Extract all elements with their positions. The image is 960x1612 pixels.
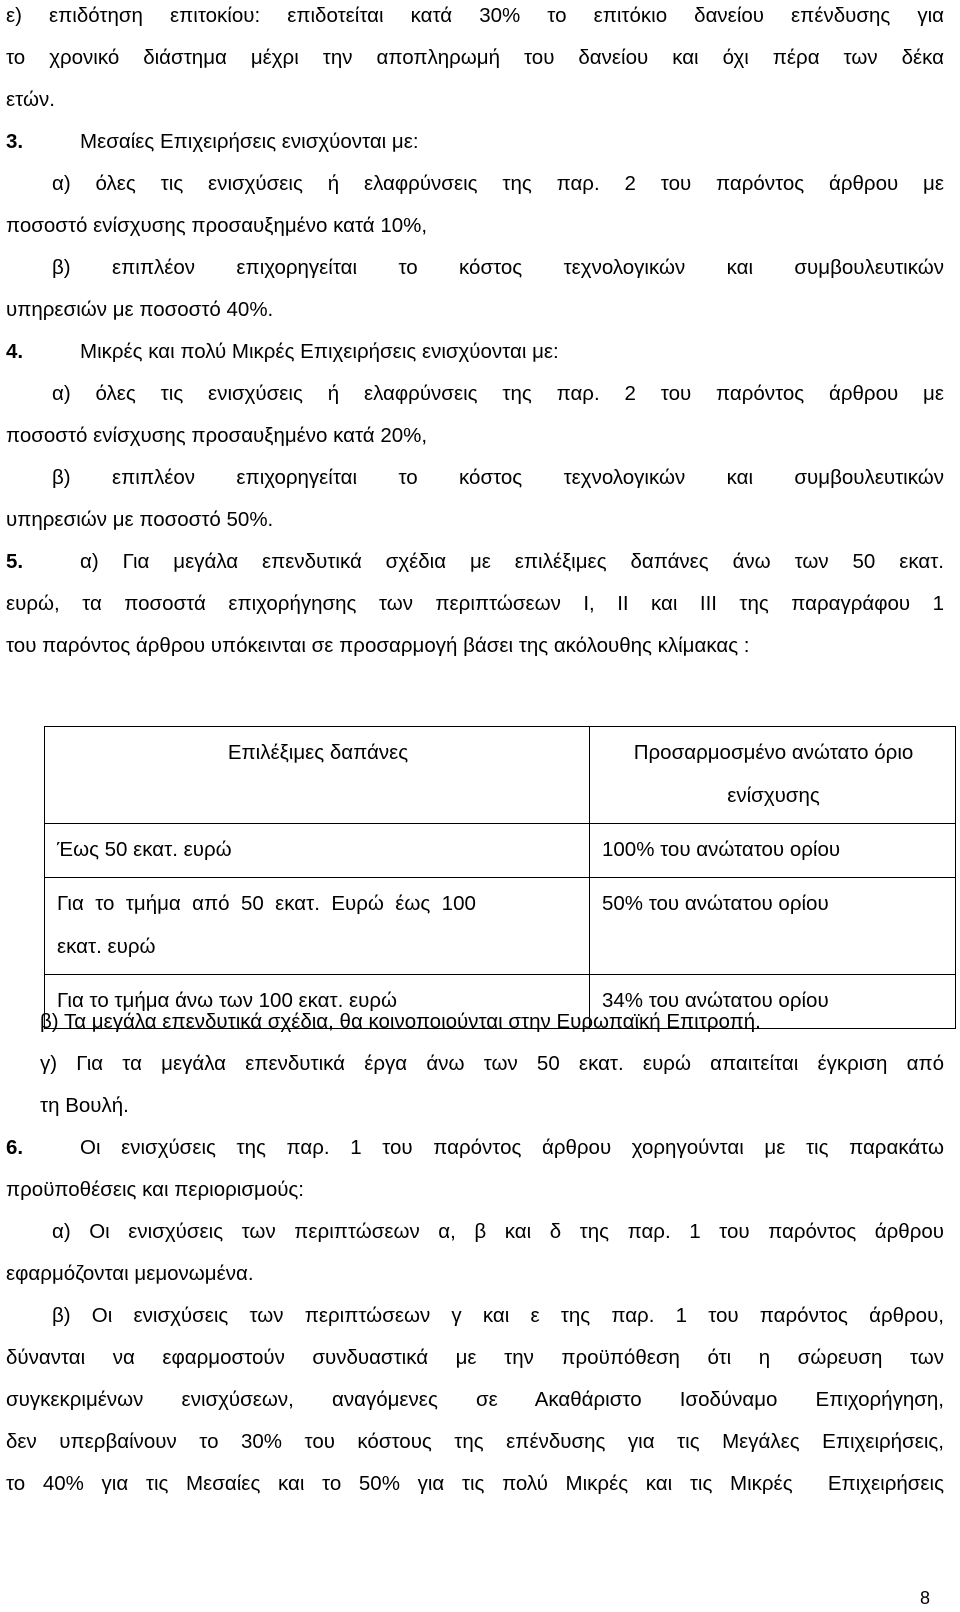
text-line: το 40% για τις Μεσαίες και το 50% για τις πολύ Μικρές και τις Μικρές Επιχειρήσεις bbox=[6, 1472, 944, 1495]
paragraph-4 bbox=[6, 340, 944, 364]
text-line: ποσοστό ενίσχυσης προσαυξημένο κατά 20%, bbox=[6, 424, 428, 447]
text-line: β) Τα μεγάλα επενδυτικά σχέδια, θα κοινοποιούνται στην Ευρωπαϊκή Επιτροπή. bbox=[40, 1010, 761, 1033]
paragraph-number: 6. bbox=[6, 1136, 24, 1159]
table-header-row bbox=[45, 727, 956, 824]
text-line: συγκεκριμένων ενισχύσεων, αναγόμενες σε Ακαθάριστο Ισοδύναμο Επιχορήγηση, bbox=[6, 1388, 944, 1411]
table-cell bbox=[45, 878, 590, 975]
text-line: υπηρεσιών με ποσοστό 50%. bbox=[6, 508, 274, 531]
text-line: β) επιπλέον επιχορηγείται το κόστος τεχνολογικών και συμβουλευτικών bbox=[52, 466, 944, 489]
subsidy-scale-table bbox=[44, 726, 956, 1029]
table-cell: Έως 50 εκατ. ευρώ bbox=[45, 824, 590, 878]
paragraph-number: 5. bbox=[6, 550, 24, 573]
paragraph-text: α) Για μεγάλα επενδυτικά σχέδια με επιλέξιμες δαπάνες άνω των 50 εκατ. bbox=[80, 550, 944, 573]
paragraph-6 bbox=[6, 1136, 944, 1160]
table-cell: Για το τμήμα άνω των 100 εκατ. ευρώ bbox=[45, 975, 590, 1029]
text-line: ετών. bbox=[6, 88, 55, 111]
table-cell-text: Για το τμήμα από 50 εκατ. Ευρώ έως 100 bbox=[57, 892, 476, 915]
paragraph-5 bbox=[6, 550, 944, 574]
text-line: το χρονικό διάστημα μέχρι την αποπληρωμή του δανείου και όχι πέρα των δέκα bbox=[6, 46, 944, 69]
paragraph-text: Μεσαίες Επιχειρήσεις ενισχύονται με: bbox=[80, 130, 419, 153]
table-row bbox=[45, 878, 956, 975]
table-header-cell: Επιλέξιμες δαπάνες bbox=[45, 727, 590, 824]
paragraph-number: 3. bbox=[6, 130, 24, 153]
table-header-cell bbox=[590, 727, 956, 824]
table-cell: 100% του ανώτατου ορίου bbox=[590, 824, 956, 878]
paragraph-3 bbox=[6, 130, 944, 154]
text-line: ευρώ, τα ποσοστά επιχορήγησης των περιπτώσεων Ι, ΙΙ και ΙΙΙ της παραγράφου 1 bbox=[6, 592, 944, 615]
text-line: δεν υπερβαίνουν το 30% του κόστους της επένδυσης για τις Μεγάλες Επιχειρήσεις, bbox=[6, 1430, 944, 1453]
text-line: εφαρμόζονται μεμονωμένα. bbox=[6, 1262, 254, 1285]
page-number: 8 bbox=[920, 1588, 931, 1608]
text-line: τη Βουλή. bbox=[40, 1094, 129, 1117]
paragraph-text: Οι ενισχύσεις της παρ. 1 του παρόντος άρθρου χορηγούνται με τις παρακάτω bbox=[80, 1136, 944, 1159]
text-line: α) Οι ενισχύσεις των περιπτώσεων α, β και δ της παρ. 1 του παρόντος άρθρου bbox=[52, 1220, 944, 1243]
table-cell: 50% του ανώτατου ορίου bbox=[590, 878, 956, 975]
text-line: α) όλες τις ενισχύσεις ή ελαφρύνσεις της παρ. 2 του παρόντος άρθρου με bbox=[52, 382, 944, 405]
paragraph-text: Μικρές και πολύ Μικρές Επιχειρήσεις ενισχύονται με: bbox=[80, 340, 559, 363]
text-line: α) όλες τις ενισχύσεις ή ελαφρύνσεις της παρ. 2 του παρόντος άρθρου με bbox=[52, 172, 944, 195]
text-line: προϋποθέσεις και περιορισμούς: bbox=[6, 1178, 305, 1201]
text-line: υπηρεσιών με ποσοστό 40%. bbox=[6, 298, 274, 321]
text-line: ε) επιδότηση επιτοκίου: επιδοτείται κατά 30% το επιτόκιο δανείου επένδυσης για bbox=[6, 4, 944, 27]
table-cell: 34% του ανώτατου ορίου bbox=[590, 975, 956, 1029]
table-row bbox=[45, 824, 956, 878]
table-header-text: ενίσχυσης bbox=[727, 784, 820, 807]
text-line: γ) Για τα μεγάλα επενδυτικά έργα άνω των 50 εκατ. ευρώ απαιτείται έγκριση από bbox=[40, 1052, 944, 1075]
text-line: β) Οι ενισχύσεις των περιπτώσεων γ και ε της παρ. 1 του παρόντος άρθρου, bbox=[52, 1304, 944, 1327]
text-line: ποσοστό ενίσχυσης προσαυξημένο κατά 10%, bbox=[6, 214, 428, 237]
text-line: β) επιπλέον επιχορηγείται το κόστος τεχνολογικών και συμβουλευτικών bbox=[52, 256, 944, 279]
table-cell-text: εκατ. ευρώ bbox=[57, 935, 156, 958]
text-line: του παρόντος άρθρου υπόκεινται σε προσαρμογή βάσει της ακόλουθης κλίμακας : bbox=[6, 634, 750, 657]
table-header-text: Προσαρμοσμένο ανώτατο όριο bbox=[633, 741, 914, 764]
paragraph-number: 4. bbox=[6, 340, 24, 363]
text-line: δύνανται να εφαρμοστούν συνδυαστικά με την προϋπόθεση ότι η σώρευση των bbox=[6, 1346, 944, 1369]
